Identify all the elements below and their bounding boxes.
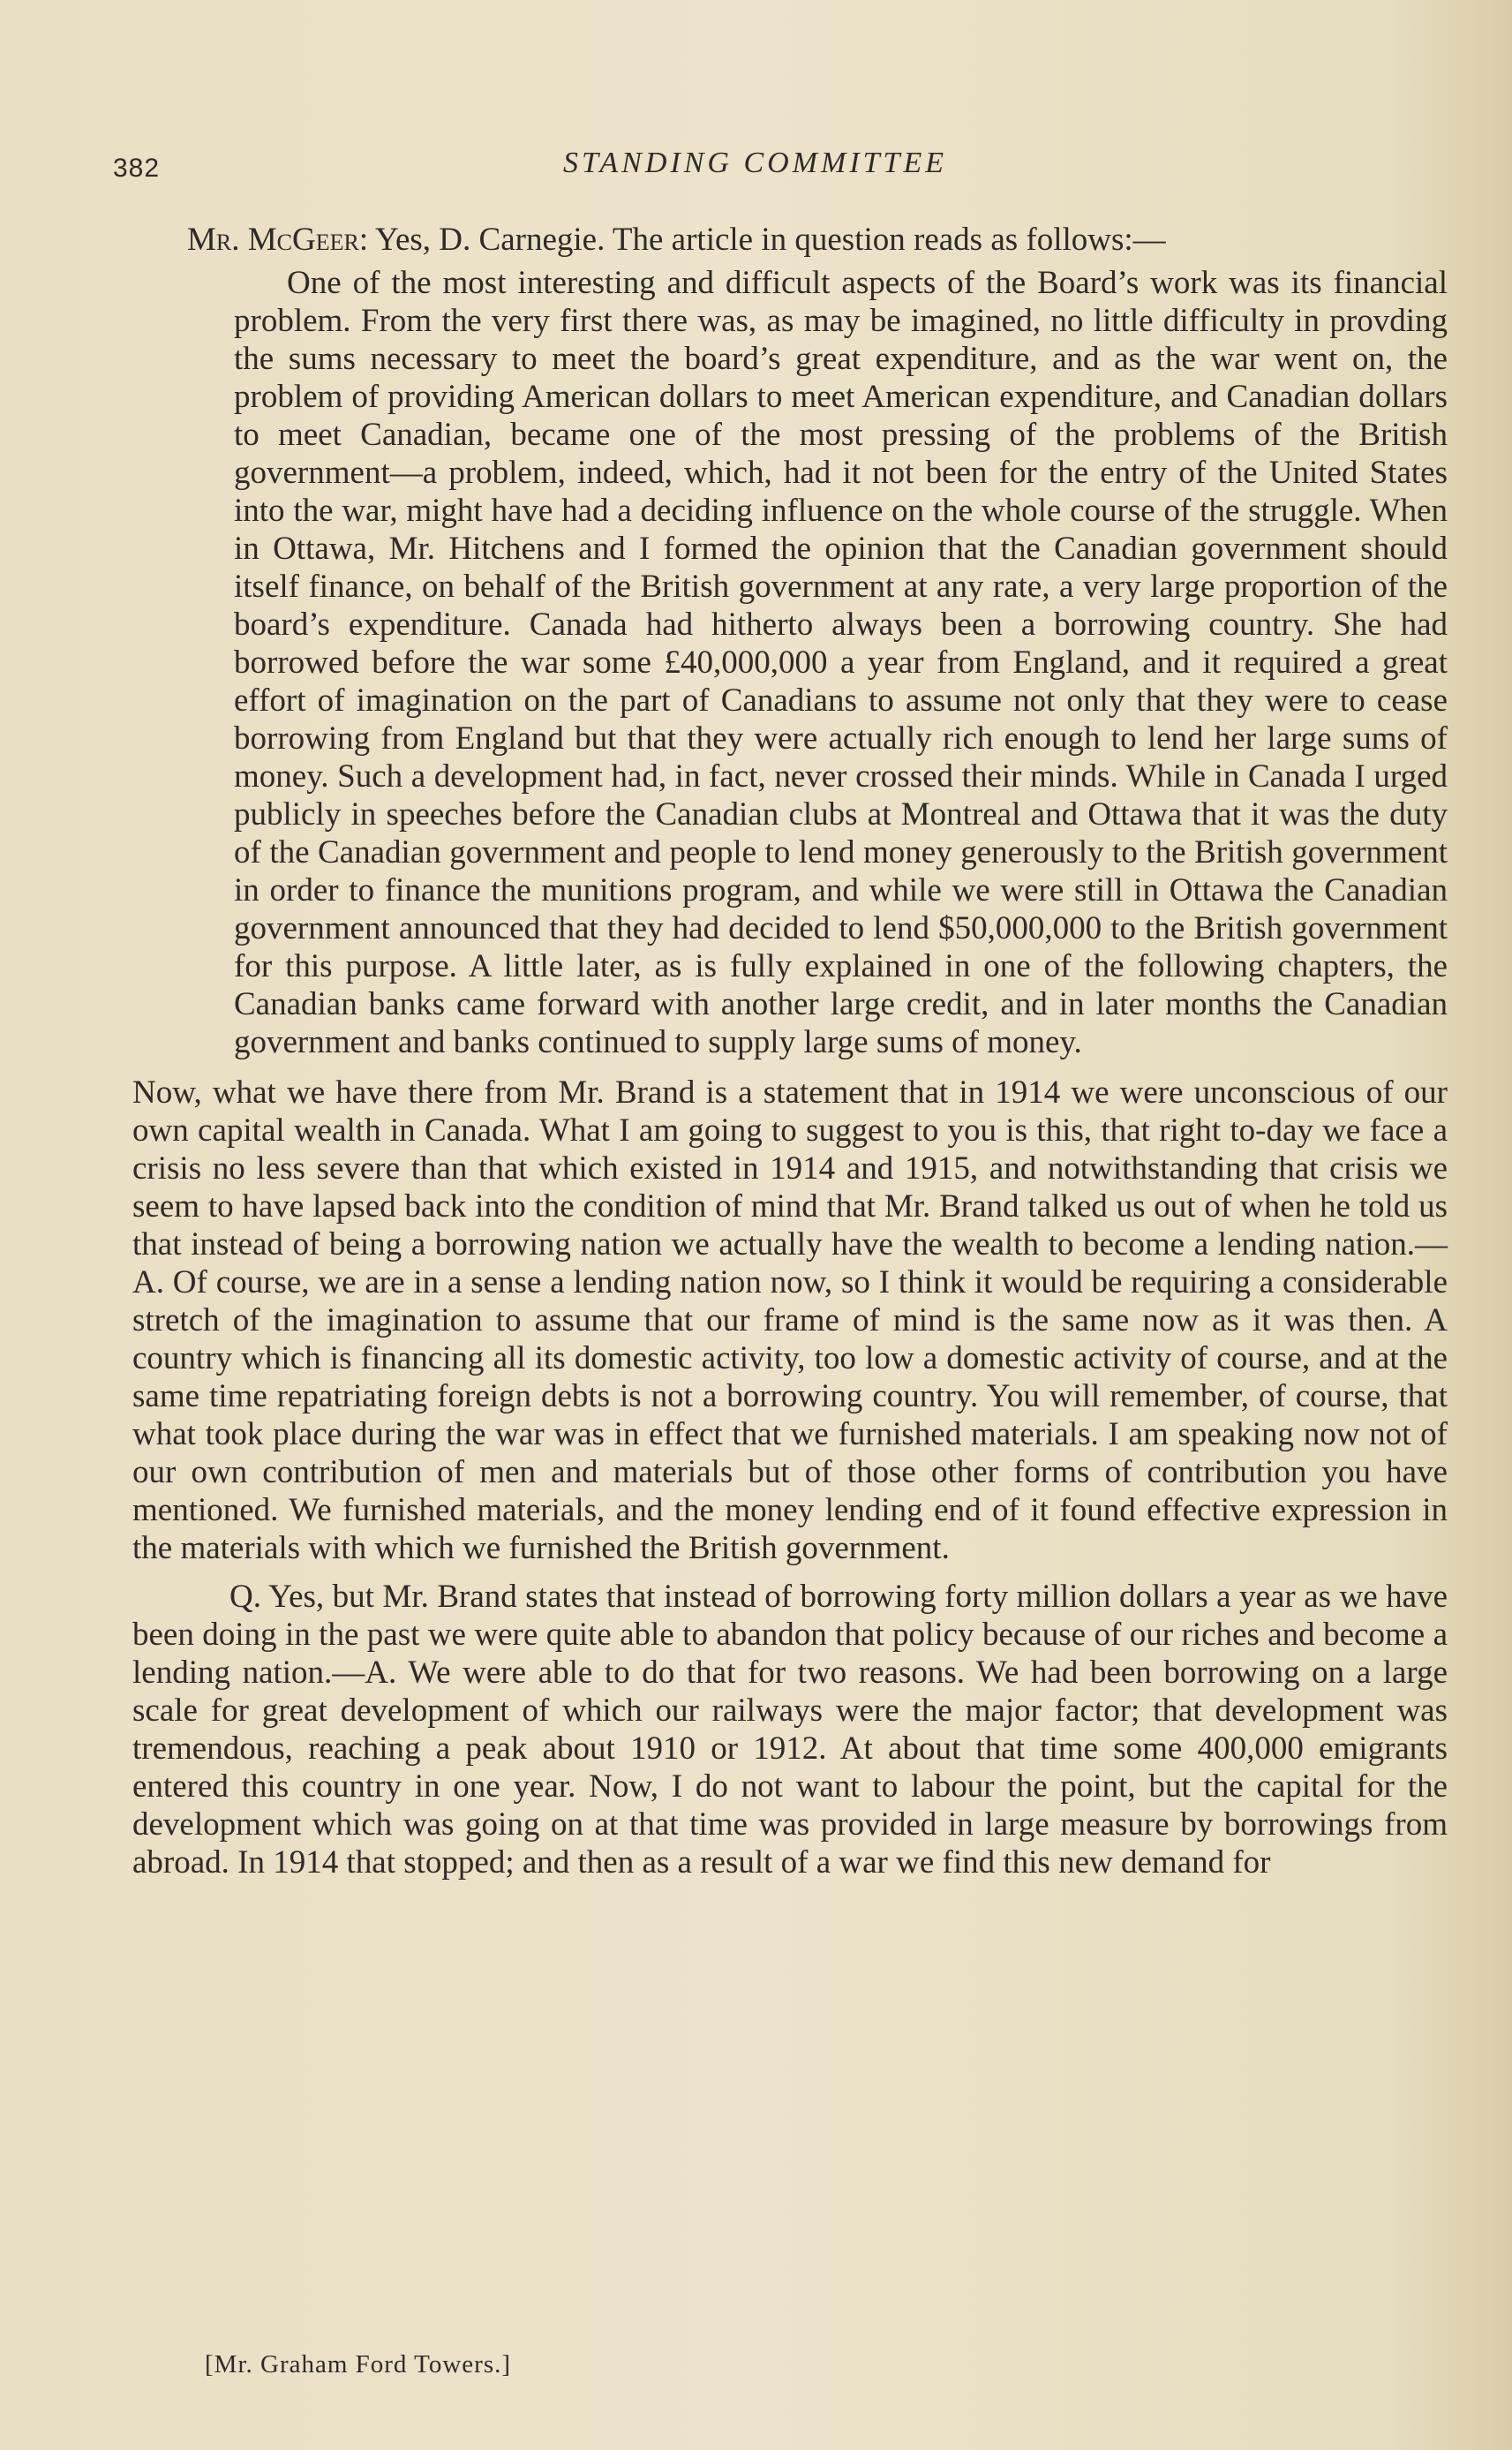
page-number: 382 — [113, 154, 161, 183]
speaker-text: : Yes, D. Carnegie. The article in question reads as follows:— — [358, 222, 1166, 258]
speaker-name: Mr. McGeer — [187, 222, 359, 258]
paragraph-now-what: Now, what we have there from Mr. Brand is a statement that in 1914 we were unconscious of our own capital wealth in Canada. What I am going to suggest to you is this, that right to-day we face a crisis no less severe than that which existed in 1914 and 1915, and notwithstanding that crisis we seem to have lapsed back into the condition of mind that Mr. Brand talked us out of when he told us that instead of being a borrowing nation we actually have the wealth to become a lending nation.—A. Of course, we are in a sense a lending nation now, so I think it would be requiring a considerable stretch of the imagination to assume that our frame of mind is the same now as it was then. A country which is financing all its domestic activity, too low a domestic activity of course, and at the same time repatriating foreign debts is not a borrowing country. You will remember, of course, that what took place during the war was in effect that we furnished materials. I am speaking now not of our own contribution of men and materials but of those other forms of contribution you have mentioned. We furnished materials, and the money lending end of it found effective expression in the materials with which we furnished the British government. — [132, 1074, 1448, 1566]
quoted-article: One of the most interesting and difficult aspects of the Board’s work was its financial problem. From the very first there was, as may be imagined, no little difficulty in provding the sums necessary to meet the board’s great expenditure, and as the war went on, the problem of providing American dollars to meet American expenditure, and Canadian dollars to meet Canadian, became one of the most pressing of the problems of the British government—a problem, indeed, which, had it not been for the entry of the United States into the war, might have had a deciding influence on the whole course of the struggle. When in Ottawa, Mr. Hitchens and I formed the opinion that the Canadian government should itself finance, on behalf of the British government at any rate, a very large proportion of the board’s expenditure. Canada had hitherto always been a borrowing country. She had borrowed before the war some £40,000,000 a year from England, and it required a great effort of imagination on the part of Canadians to assume not only that they were to cease borrowing from England but that they were actually rich enough to lend her large sums of money. Such a development had, in fact, never crossed their minds. While in Canada I urged publicly in speeches before the Canadian clubs at Montreal and Ottawa that it was the duty of the Canadian government and people to lend money generously to the British government in order to finance the munitions program, and while we were still in Ottawa the Canadian government announced that they had decided to lend $50,000,000 to the British government for this purpose. A little later, as is fully explained in one of the following chapters, the Canadian banks came forward with another large credit, and in later months the Canadian government and banks continued to supply large sums of money. — [234, 265, 1448, 1060]
speaker-line — [132, 221, 1448, 259]
running-head: STANDING COMMITTEE — [563, 147, 947, 179]
paragraph-question: Q. Yes, but Mr. Brand states that instead of borrowing forty million dollars a year as we have been doing in the past we were quite able to abandon that policy because of our riches and become a lending nation.—A. We were able to do that for two reasons. We had been borrowing on a large scale for great development of which our railways were the major factor; that development was tremendous, reaching a peak about 1910 or 1912. At about that time some 400,000 emigrants entered this country in one year. Now, I do not want to labour the point, but the capital for the development which was going on at that time was provided in large measure by borrowings from abroad. In 1914 that stopped; and then as a result of a war we find this new demand for — [132, 1579, 1448, 1881]
footer-note: [Mr. Graham Ford Towers.] — [205, 2350, 512, 2378]
body-text — [132, 221, 1448, 1881]
page-header — [113, 147, 1459, 200]
